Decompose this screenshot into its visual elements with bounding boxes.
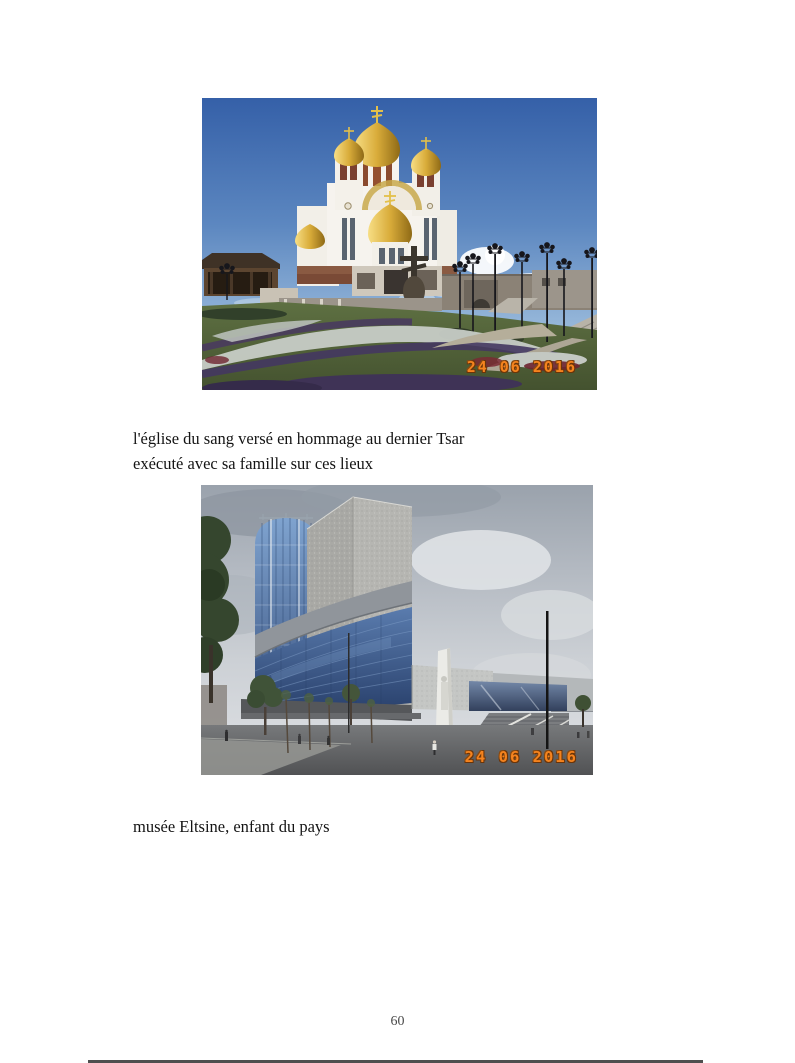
museum-photo-illustration <box>201 485 593 775</box>
photo-church <box>202 98 597 390</box>
church-photo-illustration <box>202 98 597 390</box>
page-number: 60 <box>390 1014 405 1029</box>
lamp-pole <box>348 633 350 733</box>
date-stamp: 24 06 2016 <box>464 748 578 766</box>
caption-church <box>133 426 553 476</box>
flag-pole <box>546 611 549 749</box>
date-stamp: 24 06 2016 <box>466 358 577 376</box>
photo-museum <box>201 485 593 775</box>
caption-line: exécuté avec sa famille sur ces lieux <box>133 454 374 473</box>
caption-museum: musée Eltsine, enfant du pays <box>133 817 330 836</box>
caption-line: l'église du sang versé en hommage au dernier Tsar <box>133 429 465 448</box>
